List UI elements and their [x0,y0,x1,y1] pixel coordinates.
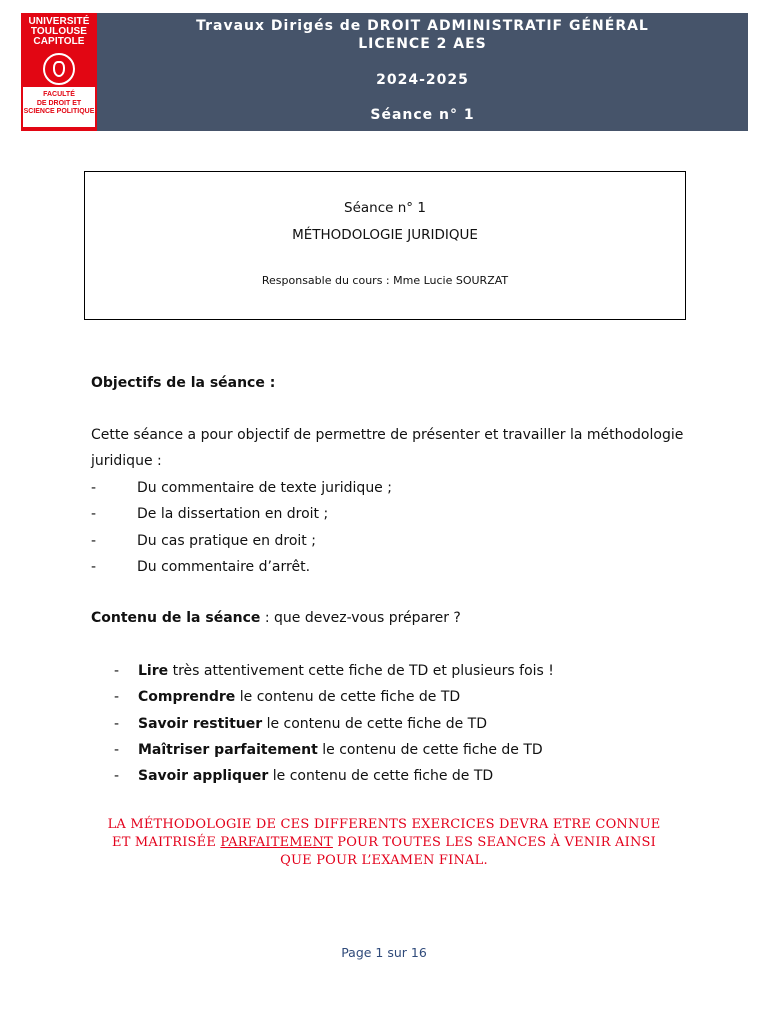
warning-line-1: LA MÉTHODOLOGIE DE CES DIFFERENTS EXERCICES DEVRA ETRE CONNUE [107,817,661,832]
list-dash: - [114,741,120,758]
item-emphasis: Maîtriser parfaitement [138,741,318,758]
box-topic: MÉTHODOLOGIE JURIDIQUE [292,227,478,243]
list-dash: - [114,715,120,732]
list-item-text [138,763,493,789]
header-title-block [97,13,748,131]
page-number: Page 1 sur 16 [341,945,427,960]
item-rest: très attentivement cette fiche de TD et plusieurs fois ! [168,663,554,679]
item-rest: le contenu de cette fiche de TD [235,689,461,706]
warning-line-2 [84,834,684,852]
objectives-heading: Objectifs de la séance : [91,375,276,391]
item-emphasis: Comprendre [138,689,236,706]
list-dash: - [91,506,97,523]
logo-line-2: TOULOUSE [30,26,88,37]
logo-line-3: CAPITOLE [33,36,85,47]
list-dash: - [114,663,120,679]
logo-university-name [21,17,97,47]
logo-faculty-name [23,87,95,127]
university-logo [21,13,97,131]
logo-line-1: UNIVERSITÉ [28,16,90,27]
list-dash: - [91,480,97,496]
box-session-number: Séance n° 1 [344,200,426,216]
warning-notice [84,816,684,870]
item-emphasis: Savoir appliquer [138,768,269,785]
logo-faculty-line-1: FACULTÉ [43,91,75,98]
content-title: Contenu de la séance [91,610,261,626]
list-item-text [138,737,543,763]
course-title: Travaux Dirigés de DROIT ADMINISTRATIF GÉNÉRAL [196,18,649,34]
item-emphasis: Savoir restituer [138,715,263,732]
list-dash: - [91,532,97,549]
list-dash: - [91,558,97,575]
list-item-text [138,684,460,710]
course-responsible: Responsable du cours : Mme Lucie SOURZAT [261,274,509,287]
list-item-text: Du cas pratique en droit ; [137,532,316,549]
list-item-text: Du commentaire d’arrêt. [137,558,311,575]
item-rest: le contenu de cette fiche de TD [268,768,494,785]
item-rest: le contenu de cette fiche de TD [262,715,488,732]
academic-year: 2024-2025 [376,72,469,88]
warning-underlined-word: PARFAITEMENT [220,835,333,850]
document-header [21,13,748,131]
list-item-text: De la dissertation en droit ; [137,506,329,523]
program-name: LICENCE 2 AES [358,36,487,52]
list-item-text: Du commentaire de texte juridique ; [137,480,392,496]
logo-faculty-line-3: SCIENCE POLITIQUE [23,108,95,115]
warning-line-3: QUE POUR L’EXAMEN FINAL. [280,853,488,868]
session-info-box [84,171,686,320]
item-emphasis: Lire [138,663,169,679]
logo-faculty-line-2: DE DROIT ET [36,99,82,107]
item-rest: le contenu de cette fiche de TD [317,741,543,758]
list-dash: - [114,689,120,706]
content-heading [91,605,461,631]
content-question: : que devez-vous préparer ? [260,610,461,626]
list-dash: - [114,768,120,785]
university-seal-icon [43,53,75,85]
warning-line-2-end: POUR TOUTES LES SEANCES À VENIR AINSI [332,835,656,850]
list-item-text [138,658,554,684]
objectives-intro: Cette séance a pour objectif de permettre de présenter et travailler la méthodologie juridique : [91,427,684,469]
session-number: Séance n° 1 [370,107,475,123]
list-item-text [138,711,487,737]
warning-line-2-start: ET MAITRISÉE [112,835,221,850]
